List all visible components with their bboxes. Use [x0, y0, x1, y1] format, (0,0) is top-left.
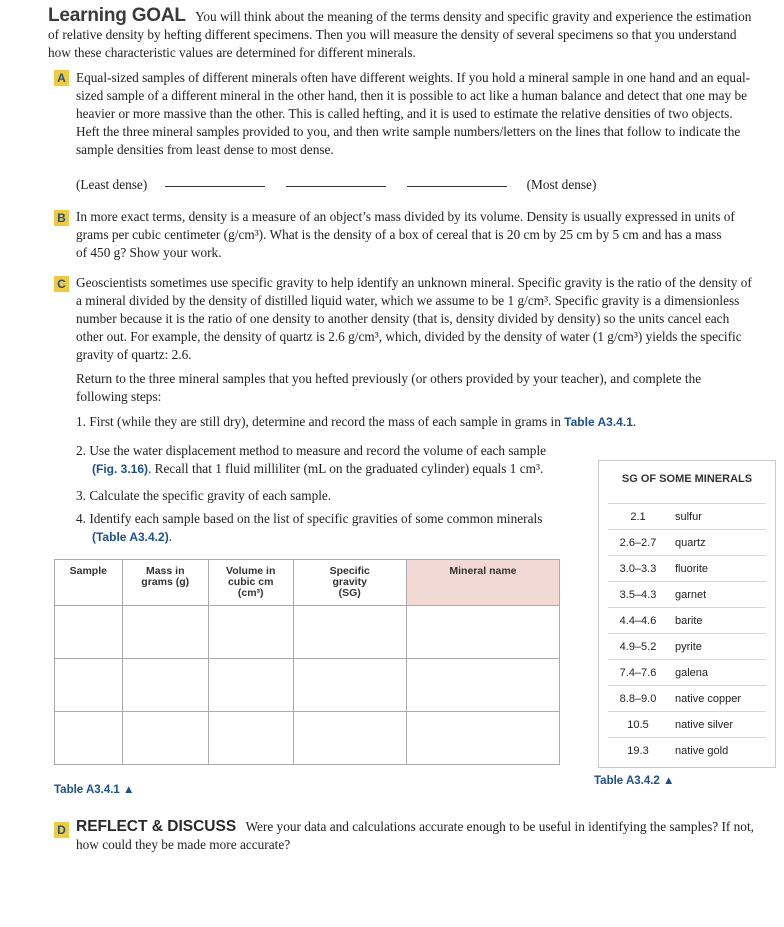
step-1-number: 1. [76, 414, 86, 429]
sg-mineral: sulfur [675, 511, 702, 523]
sg-row [608, 685, 766, 712]
reflect-discuss-heading: REFLECT & DISCUSS [76, 818, 237, 835]
sg-mineral: barite [675, 615, 703, 627]
header-sg-line: (SG) [338, 587, 361, 599]
section-d-badge: D [54, 822, 69, 838]
section-c-text [76, 274, 776, 364]
sg-row [608, 633, 766, 660]
sg-row [608, 659, 766, 686]
sg-value: 4.4–4.6 [619, 615, 657, 627]
section-c-line: other out. For example, the density of quartz is 2.6 g/cm³, which, divided by the density of water (1 g/cm³) yields the specific [76, 329, 742, 344]
step-1-table-ref[interactable]: Table A3.4.1 [564, 415, 633, 429]
header-sg-line: Specific [329, 565, 370, 577]
ranking-blank-3[interactable] [407, 185, 507, 187]
learning-goal-line3: how these characteristic values are determined for different minerals. [48, 45, 416, 60]
section-a-line: Heft the three mineral samples provided to you, and then write sample numbers/letters on the lines that follow to indicate the [76, 124, 741, 139]
table-a342-caption: Table A3.4.2 ▲ [594, 775, 675, 787]
section-c-line: number because it is the ratio of one density to another density (that is, density divided by density) so the units cancel each [76, 311, 730, 326]
step-3 [76, 487, 331, 505]
density-ranking-row [76, 176, 596, 194]
cell-volume[interactable] [208, 606, 293, 659]
section-c-badge: C [54, 276, 69, 292]
step-3-text: Calculate the specific gravity of each sample. [89, 488, 332, 503]
cell-volume[interactable] [208, 659, 293, 712]
cell-sg[interactable] [293, 606, 406, 659]
section-c-line: Geoscientists sometimes use specific gravity to help identify an unknown mineral. Specific gravity is the ratio of the density of [76, 275, 752, 290]
sg-table-title: SG OF SOME MINERALS [621, 473, 753, 485]
cell-sg[interactable] [293, 712, 406, 765]
step-2-number: 2. [76, 443, 86, 458]
sg-row [608, 581, 766, 608]
section-d-text [76, 818, 776, 854]
cell-sample[interactable] [55, 712, 123, 765]
sg-mineral: native copper [675, 693, 742, 705]
sg-value: 10.5 [627, 719, 649, 731]
learning-goal-heading: Learning GOAL [48, 5, 186, 26]
sg-minerals-table [598, 460, 776, 768]
step-3-number: 3. [76, 488, 86, 503]
cell-mass[interactable] [122, 659, 208, 712]
least-dense-label: (Least dense) [76, 177, 148, 192]
step-1 [76, 413, 636, 431]
sg-value: 8.8–9.0 [619, 693, 657, 705]
header-mineral-name: Mineral name [406, 560, 559, 606]
step-4-number: 4. [76, 511, 86, 526]
table-row [55, 659, 560, 712]
sg-row [608, 503, 766, 530]
sg-value: 19.3 [627, 745, 649, 757]
section-b-line: of 450 g? Show your work. [76, 245, 222, 260]
section-a-line: Equal-sized samples of different minerals often have different weights. If you hold a mineral sample in one hand and an equal- [76, 70, 751, 85]
sg-row [608, 555, 766, 582]
table-a341-caption: Table A3.4.1 ▲ [54, 784, 135, 796]
header-mass-line: grams (g) [141, 576, 190, 588]
section-a-line: heavier or more massive than the other. This is called hefting, and it is used to estimate the relative densities of two objects. [76, 106, 733, 121]
header-volume [208, 560, 293, 606]
section-d-line2: how could they be made more accurate? [76, 837, 291, 852]
cell-mass[interactable] [122, 606, 208, 659]
section-b-text [76, 208, 776, 262]
step-1-text: First (while they are still dry), determine and record the mass of each sample in grams in [89, 414, 561, 429]
sg-value: 3.0–3.3 [619, 563, 657, 575]
ranking-blank-2[interactable] [286, 185, 386, 187]
section-c-return-line: Return to the three mineral samples that you hefted previously (or others provided by your teacher), and complete the [76, 371, 702, 386]
sg-mineral: fluorite [675, 563, 709, 575]
header-sg [293, 560, 406, 606]
cell-sg[interactable] [293, 659, 406, 712]
sg-mineral: native gold [675, 745, 729, 757]
learning-goal-line1: You will think about the meaning of the terms density and specific gravity and experience the estimation [195, 9, 752, 24]
step-4-table-ref[interactable]: (Table A3.4.2) [92, 530, 169, 544]
ranking-blank-1[interactable] [165, 185, 265, 187]
header-mass-line: Mass in [145, 565, 185, 577]
step-4-end: . [168, 529, 173, 544]
section-a-badge: A [54, 70, 69, 86]
section-c-return [76, 370, 776, 406]
sg-value: 2.6–2.7 [619, 537, 657, 549]
section-c-return-line: following steps: [76, 389, 162, 404]
step-2 [76, 442, 546, 478]
learning-goal-line2: of relative density by hefting different specimens. Then you will measure the density of several specimens so that you understand [48, 27, 737, 42]
sg-row [608, 737, 766, 764]
cell-sample[interactable] [55, 659, 123, 712]
sg-row [608, 607, 766, 634]
header-volume-line: cubic cm [227, 576, 274, 588]
step-4 [76, 510, 542, 546]
header-mass [122, 560, 208, 606]
sg-value: 7.4–7.6 [619, 667, 657, 679]
section-a-line: sample densities from least dense to most dense. [76, 142, 334, 157]
section-a-line: sized sample of a different mineral in the other hand, then it is possible to act like a human balance and detect that one may be [76, 88, 748, 103]
sg-mineral: pyrite [675, 641, 702, 653]
sg-row [608, 529, 766, 556]
data-table [54, 559, 560, 765]
section-b-line: grams per cubic centimeter (g/cm³). What is the density of a box of cereal that is 20 cm by 25 cm by 5 cm and has a mass [76, 227, 722, 242]
table-row [55, 712, 560, 765]
sg-mineral: garnet [675, 589, 707, 601]
cell-mineral[interactable] [406, 712, 559, 765]
sg-mineral: quartz [675, 537, 706, 549]
section-b-badge: B [54, 210, 69, 226]
sg-value: 4.9–5.2 [619, 641, 657, 653]
section-d-line1: Were your data and calculations accurate enough to be useful in identifying the samples? If not, [245, 819, 754, 834]
data-table-header-row [55, 560, 560, 606]
sg-mineral: galena [675, 667, 709, 679]
learning-goal [48, 7, 778, 62]
sg-value: 2.1 [630, 511, 646, 523]
header-volume-line: Volume in [226, 565, 276, 577]
section-c-line: a mineral divided by the density of distilled liquid water, which we assume to be 1 g/cm³. Specific gravity is a dimensionless [76, 293, 740, 308]
header-sample: Sample [55, 560, 123, 606]
section-c-line: gravity of quartz: 2.6. [76, 347, 192, 362]
cell-mineral[interactable] [406, 659, 559, 712]
step-4-line1: Identify each sample based on the list of specific gravities of some common minerals [89, 511, 543, 526]
cell-volume[interactable] [208, 712, 293, 765]
section-a-text [76, 69, 776, 159]
header-volume-line: (cm³) [237, 587, 264, 599]
sg-row [608, 711, 766, 738]
section-b-line: In more exact terms, density is a measure of an object’s mass divided by its volume. Density is usually expressed in units of [76, 209, 735, 224]
cell-mass[interactable] [122, 712, 208, 765]
cell-sample[interactable] [55, 606, 123, 659]
step-2-figure-ref[interactable]: (Fig. 3.16) [92, 462, 149, 476]
step-1-end: . [632, 414, 637, 429]
most-dense-label: (Most dense) [526, 177, 597, 192]
cell-mineral[interactable] [406, 606, 559, 659]
step-2-line2: . Recall that 1 fluid milliliter (mL on the graduated cylinder) equals 1 cm³. [148, 461, 544, 476]
table-row [55, 606, 560, 659]
sg-value: 3.5–4.3 [619, 589, 657, 601]
header-sg-line: gravity [332, 576, 367, 588]
sg-mineral: native silver [675, 719, 734, 731]
step-2-line1: Use the water displacement method to measure and record the volume of each sample [89, 443, 547, 458]
